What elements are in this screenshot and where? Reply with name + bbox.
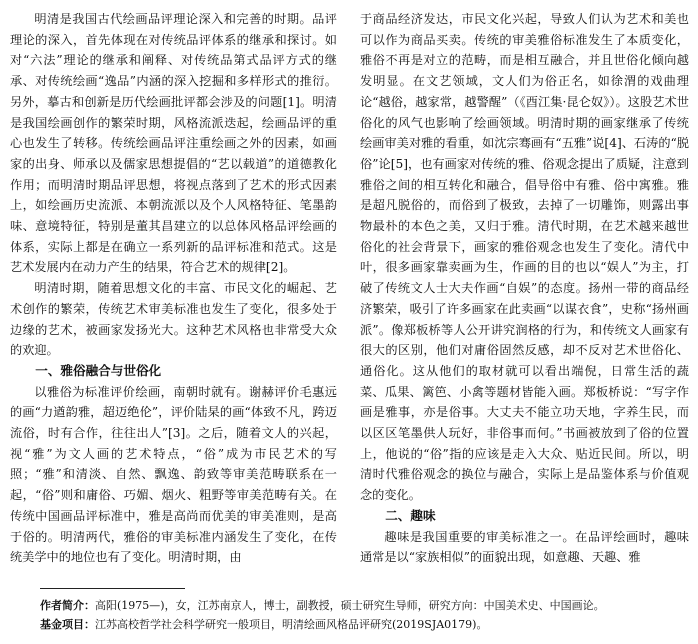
author-text: 高阳(1975—)，女，江苏南京人，博士，副教授，硕士研究生导师，研究方向：中国美术史、中国画论。 (95, 599, 605, 612)
section-heading-1: 一、雅俗融合与世俗化 (35, 362, 162, 378)
footnotes (40, 596, 690, 634)
body-paragraph-5: 趣味是我国重要的审美标准之一。在品评绘画时，趣味通常是以“家族相似”的面貌出现，如意趣、天趣、雅 (360, 529, 689, 565)
body-paragraph-1: 明清是我国古代绘画品评理论深入和完善的时期。品评理论的深入，首先体现在对传统品评体系的继承和探讨。如对“六法”理论的继承和阐释、对传统品第式品评方式的继承、对传统绘画“逸品”内涵的深入挖掘和多样形式的推衍。另外，摹古和创新是历代绘画批评都会涉及的问题[1]。明清是我国绘画创作的繁荣时期，风格流派迭起，绘画品评的重心也发生了转移。传统绘画品评注重绘画之外的因素，如画家的出身、师承以及儒家思想提倡的“艺以载道”的道德教化作用；而明清时期品评思想，将视点落到了艺术的形式因素上，如绘画历史流派、本朝流派以及个人风格特征、笔墨韵味、意境特征，特别是董其昌建立的以总体风格品评绘画的体系，实际上都是在确立一系列新的品评标准和范式。这是艺术发展内在动力产生的结果，符合艺术的规律[2]。 (10, 12, 337, 275)
fund-text: 江苏高校哲学社会科学研究一般项目，明清绘画风格品评研究(2019SJA0179)。 (95, 618, 488, 631)
fund-label: 基金项目： (40, 618, 95, 631)
section-heading-2: 二、趣味 (385, 507, 436, 523)
body-paragraph-2: 明清时期，随着思想文化的丰富、市民文化的崛起、艺术创作的繁荣，传统艺术审美标准也发生了变化，很多处于边缘的艺术，被画家发扬光大。这种艺术风格也非常受大众的欢迎。 (10, 281, 337, 358)
fund-footnote (40, 615, 690, 634)
footnote-divider (40, 588, 185, 589)
author-label: 作者简介： (40, 599, 95, 612)
body-paragraph-4: 于商品经济发达，市民文化兴起，导致人们认为艺术和美也可以作为商品买卖。传统的审美雅俗标准发生了本质变化，雅俗不再是对立的范畴，而是相互融合，并且世俗化倾向越发明显。在文艺领域，文人们为俗正名，如徐渭的戏曲理论“越俗，越家常，越警醒”（《酉江集·昆仑奴》）。这股艺术世俗化的风气也影响了绘画领域。明清时期的画家继承了传统绘画审美对雅的看重，如沈宗骞画有“五雅”说[4]、石涛的“脱俗”论[5]，也有画家对传统的雅、俗观念提出了质疑，注意到雅俗之间的相互转化和融合，倡导俗中有雅、俗中寓雅。雅是超凡脱俗的，而俗到了极致，去掉了一切雕饰，则露出事物最朴的本色之美，又归于雅。清代时期，在艺术越来越世俗化的社会背景下，画家的雅俗观念也发生了变化。清代中叶，很多画家靠卖画为生，作画的目的也以“娱人”为主，打破了传统文人士大夫作画“自娱”的态度。扬州一带的商品经济繁荣，吸引了许多画家在此卖画“以谋衣食”，史称“扬州画派”。像郑板桥等人公开讲究润格的行为，和传统文人画家有很大的区别，他们对庸俗固然反感，却不反对艺术世俗化、通俗化。这从他们的取材就可以看出端倪，日常生活的蔬菜、瓜果、篱笆、小禽等题材皆能入画。郑板桥说：“写字作画是雅事，亦是俗事。大丈夫不能立功天地，字养生民，而以区区笔墨供人玩好，非俗事而何。”书画被放到了俗的位置上，他说的“俗”指的应该是走入大众、贴近民间。所以，明清时代雅俗观念的换位与融合，实际上是品鉴体系与价值观念的变化。 (360, 12, 689, 503)
author-footnote (40, 596, 690, 615)
right-column (360, 9, 689, 568)
body-paragraph-3: 以雅俗为标准评价绘画，南朝时就有。谢赫评价毛惠远的画“力遒韵雅，超迈绝伦”，评价陆杲的画“体致不凡，跨迈流俗，时有合作，往往出人”[3]。之后，随着文人的兴起，视“雅”为文人画的艺术特点，“俗”成为市民艺术的写照；“雅”和清淡、自然、飘逸、韵致等审美范畴联系在一起，“俗”则和庸俗、巧媚、烟火、粗野等审美范畴有关。在传统中国画品评标准中，雅是高尚而优美的审美准则，是高于俗的。明清两代，雅俗的审美标准内涵发生了变化，在传统美学中的地位也有了变化。明清时期，由 (10, 384, 337, 565)
left-column (10, 9, 337, 568)
